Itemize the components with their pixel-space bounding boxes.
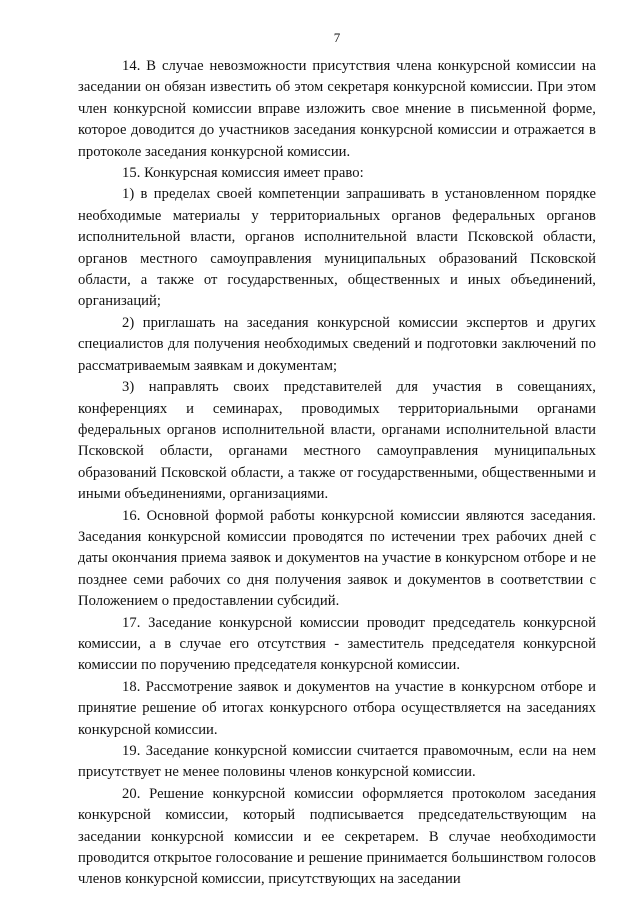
paragraph-19: 19. Заседание конкурсной комиссии считается правомочным, если на нем присутствует не менее половины членов конкурсной комиссии. xyxy=(78,743,596,781)
paragraph-15: 15. Конкурсная комиссия имеет право: xyxy=(122,165,364,182)
paragraph-17: 17. Заседание конкурсной комиссии проводит председатель конкурсной комиссии, а в случае его отсутствия - заместитель председателя конкурсной комиссии по поручению председателя конкурсной комиссии. xyxy=(78,614,596,674)
paragraph-16: 16. Основной формой работы конкурсной комиссии являются заседания. Заседания конкурсной комиссии проводятся по истечении трех рабочих дней с даты окончания приема заявок и документов на участие в конкурсном отборе и не позднее семи рабочих со дня получения заявок и документов в соответствии с Положением о предоставлении субсидий. xyxy=(78,507,596,610)
paragraph-15-item-2: 2) приглашать на заседания конкурсной комиссии экспертов и других специалистов для получения необходимых сведений и подготовки заключений по рассматриваемым заявкам и документам; xyxy=(78,314,596,374)
paragraph-15-item-1: 1) в пределах своей компетенции запрашивать в установленном порядке необходимые материалы у территориальных органов федеральных органов исполнительной власти, органов исполнительной власти Псковской области, органов местного самоуправления муниципальных образований Псковской области, а также от государственных, общественных и иных объединений, организаций; xyxy=(78,186,596,310)
paragraph-14: 14. В случае невозможности присутствия члена конкурсной комиссии на заседании он обязан известить об этом секретаря конкурсной комиссии. При этом член конкурсной комиссии вправе изложить свое мнение в письменной форме, которое доводится до участников заседания конкурсной комиссии и отражается в протоколе заседания конкурсной комиссии. xyxy=(78,58,596,160)
paragraph-18: 18. Рассмотрение заявок и документов на участие в конкурсном отборе и принятие решение об итогах конкурсного отбора осуществляется на заседаниях конкурсной комиссии. xyxy=(78,678,596,738)
paragraph-20: 20. Решение конкурсной комиссии оформляется протоколом заседания конкурсной комиссии, который подписывается председательствующим на заседании конкурсной комиссии и ее секретарем. В случае необходимости проводится открытое голосование и решение принимается большинством голосов членов конкурсной комиссии, присутствующих на заседании xyxy=(78,785,596,888)
paragraph-15-item-3: 3) направлять своих представителей для участия в совещаниях, конференциях и семинарах, проводимых территориальными органами федеральных органов исполнительной власти, органами исполнительной власти Псковской области, органами местного самоуправления муниципальных образований Псковской области, а также от государственными, общественными и иными объединениями, организациями. xyxy=(78,379,596,503)
page-number: 7 xyxy=(333,30,341,45)
